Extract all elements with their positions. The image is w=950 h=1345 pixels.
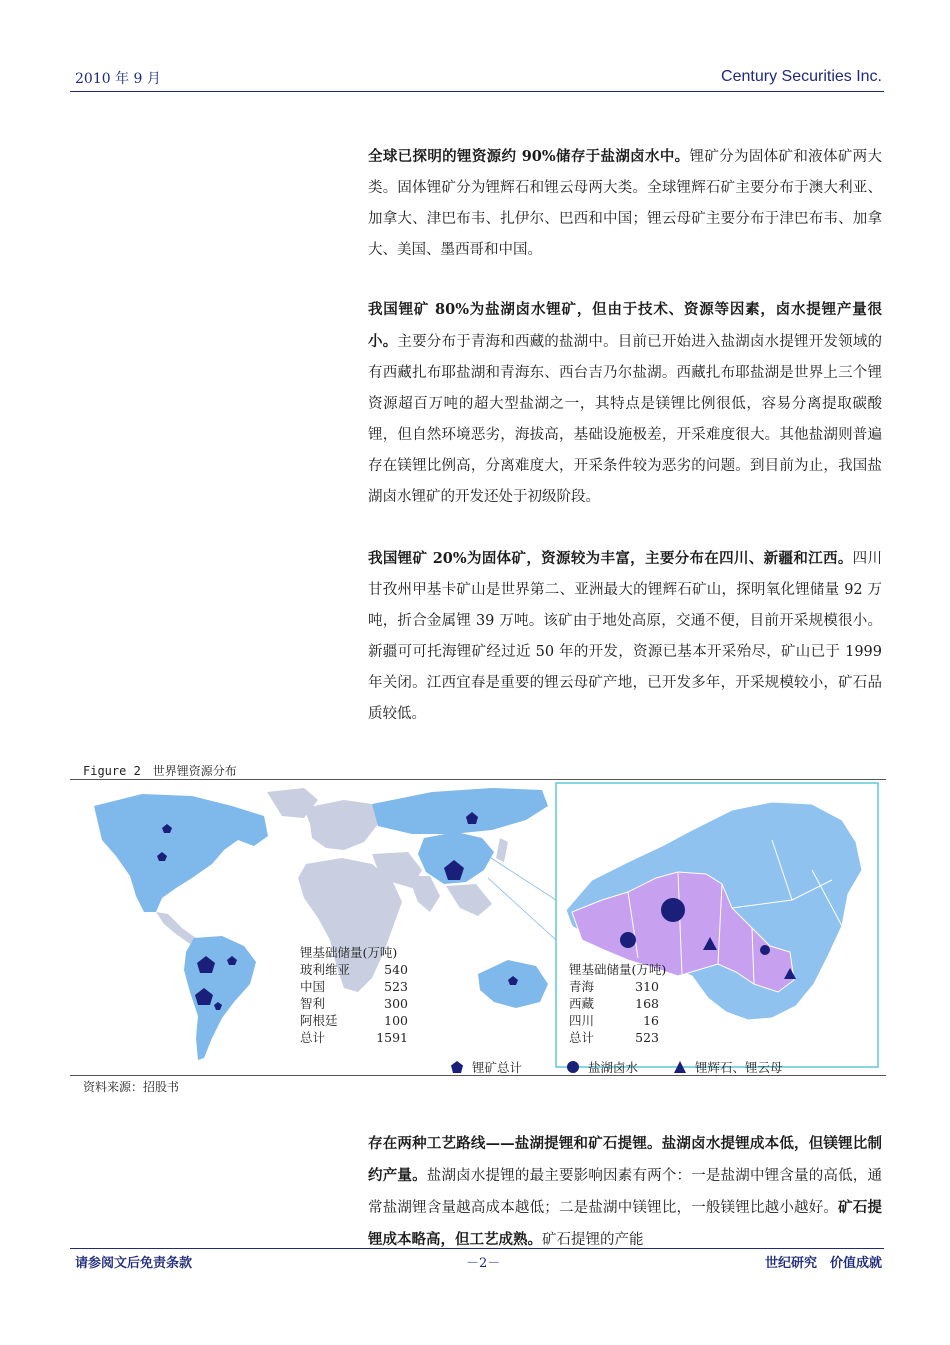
figure-source: 资料来源：招股书 (83, 1080, 180, 1094)
southeast-asia (446, 884, 492, 916)
country-name: 玻利维亚 (300, 962, 351, 977)
europe (304, 800, 378, 850)
table-row (300, 995, 408, 1012)
paragraph-4 (368, 1128, 882, 1256)
paragraph-1 (368, 141, 882, 266)
paragraph-2-body: 主要分布于青海和西藏的盐湖中。目前已开始进入盐湖卤水提锂开发领域的有西藏扎布耶盐湖和青海东、西台吉乃尔盐湖。西藏扎布耶盐湖是世界上三个锂资源超百万吨的超大型盐湖之一，其特点是镁锂比例很低，容易分离提取碳酸锂，但自然环境恶劣，海拔高，基础设施极差，开采难度很大。其他盐湖则普遍存在镁锂比例高，分离难度大，开采条件较为恶劣的问题。到目前为止，我国盐湖卤水锂矿的开发还处于初级阶段。 (368, 334, 883, 505)
table-row (300, 1012, 408, 1029)
province-name: 四川 (569, 1013, 595, 1028)
paragraph-1-lead: 全球已探明的锂资源约 90%储存于盐湖卤水中。 (368, 148, 690, 165)
table-row (569, 1029, 666, 1046)
inset-connector-bottom (488, 878, 556, 940)
footer-rule (70, 1248, 884, 1249)
country-name: 总计 (300, 1030, 326, 1045)
reserve-value: 523 (635, 1030, 659, 1045)
reserve-value: 1591 (376, 1030, 408, 1045)
legend-total (450, 1058, 522, 1076)
central-america (156, 912, 196, 944)
legend-total-label: 锂矿总计 (472, 1060, 523, 1075)
paragraph-1-body: 锂矿分为固体矿和液体矿两大类。固体锂矿分为锂辉石和锂云母两大类。全球锂辉石矿主要分布于澳大利亚、加拿大、津巴布韦、扎伊尔、巴西和中国；锂云母矿主要分布于津巴布韦、加拿大、美国、墨西哥和中国。 (368, 149, 882, 258)
inset-connector-top (488, 856, 556, 900)
country-name: 中国 (300, 979, 326, 994)
south-asia (408, 876, 440, 912)
north-america (94, 794, 268, 912)
paragraph-4-lead-2: 矿石提锂成本略高，但工艺成熟。 (368, 1199, 883, 1248)
paragraph-3-body: 四川甘孜州甲基卡矿山是世界第二、亚洲最大的锂辉石矿山，探明氧化锂储量 92 万吨，折合金属锂 39 万吨。该矿由于地处高原，交通不便，目前开采规模很小。新疆可可托海锂矿经过近 50 年的开发，资源已基本开采殆尽，矿山已于 1999 年关闭。江西宜春是重要的锂云母矿产地，已开发多年，开采规模较小，矿石品质较低。 (368, 551, 882, 722)
footer-slogan: 世纪研究 价值成就 (764, 1256, 882, 1271)
japan (496, 838, 508, 862)
paragraph-3-lead: 我国锂矿 20%为固体矿，资源较为丰富，主要分布在四川、新疆和江西。 (368, 550, 853, 567)
lithium-map-figure (72, 780, 886, 1074)
circle-icon (566, 1060, 580, 1074)
paragraph-4-body: 盐湖卤水提锂的最主要影响因素有两个：一是盐湖中锂含量的高低，通常盐湖锂含量越高成本越低；二是盐湖中镁锂比，一般镁锂比越小越好。 (368, 1168, 882, 1216)
province-name: 青海 (569, 979, 595, 994)
figure-caption: Figure 2 世界锂资源分布 (83, 764, 237, 778)
legend-ore (673, 1058, 783, 1076)
paragraph-2 (368, 294, 882, 513)
table-row (300, 978, 408, 995)
table-row (300, 961, 408, 978)
legend-brine-label: 盐湖卤水 (588, 1060, 639, 1075)
table-row (569, 1012, 666, 1029)
pentagon-icon (450, 1060, 464, 1074)
paragraph-3 (368, 543, 882, 730)
triangle-icon (673, 1060, 687, 1074)
province-name: 总计 (569, 1030, 595, 1045)
legend-brine (566, 1058, 638, 1076)
reserve-value: 310 (635, 979, 659, 994)
country-name: 智利 (300, 996, 326, 1011)
russia (372, 788, 548, 834)
table-row (300, 1029, 408, 1046)
china-reserves-title: 锂基础储量(万吨) (569, 962, 667, 977)
qinghai-brine-marker (661, 898, 685, 922)
reserve-value: 300 (384, 996, 408, 1011)
header-date: 2010 年 9 月 (75, 71, 161, 87)
header-firm: Century Securities Inc. (721, 68, 882, 85)
reserve-value: 100 (384, 1013, 408, 1028)
figure-bottom-rule (70, 1075, 886, 1076)
legend-ore-label: 锂辉石、锂云母 (695, 1060, 783, 1075)
world-reserves-table (300, 944, 408, 1046)
footer-disclaimer-link[interactable]: 请参阅文后免责条款 (75, 1256, 193, 1271)
tibet-brine-marker (620, 932, 636, 948)
reserve-value: 540 (384, 962, 408, 977)
reserve-value: 523 (384, 979, 408, 994)
china-reserves-table (569, 961, 666, 1046)
south-america (184, 936, 256, 1060)
table-row (569, 978, 666, 995)
hubei-brine-marker (760, 945, 770, 955)
reserve-value: 168 (635, 996, 659, 1011)
page-number: －2－ (466, 1256, 501, 1271)
table-row (569, 995, 666, 1012)
paragraph-2-lead: 我国锂矿 80%为盐湖卤水锂矿，但由于技术、资源等因素，卤水提锂产量很小。 (368, 301, 882, 350)
province-name: 西藏 (569, 996, 595, 1011)
reserve-value: 16 (643, 1013, 659, 1028)
world-reserves-title: 锂基础储量(万吨) (300, 945, 398, 960)
lithium-map-svg (72, 780, 886, 1074)
header-rule (70, 91, 884, 92)
paragraph-4-lead: 存在两种工艺路线——盐湖提锂和矿石提锂。盐湖卤水提锂成本低，但镁锂比制约产量。 (368, 1135, 882, 1184)
country-name: 阿根廷 (300, 1013, 338, 1028)
paragraph-4-body-2: 矿石提锂的产能 (542, 1232, 644, 1248)
